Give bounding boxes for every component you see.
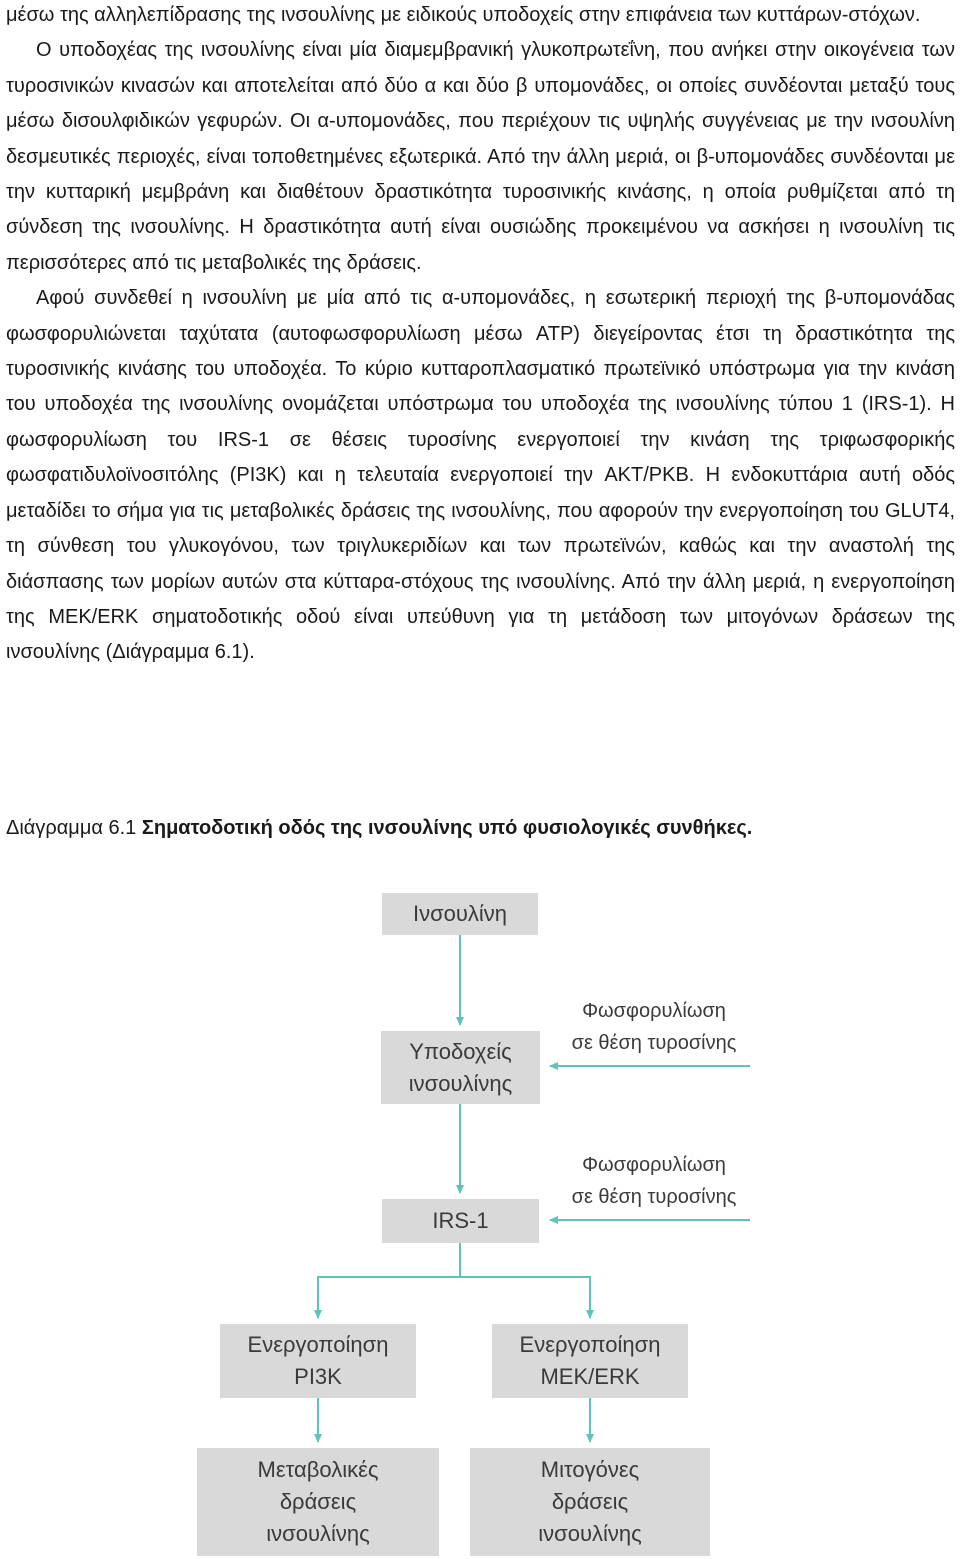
caption-label: Διάγραμμα 6.1 (6, 817, 142, 839)
caption-title: Σηματοδοτική οδός της ινσουλίνης υπό φυσιολογικές συνθήκες. (141, 817, 753, 839)
paragraph-3: Αφού συνδεθεί η ινσουλίνη με μία από τις α-υπομονάδες, η εσωτερική περιοχή της β-υπομονάδας φωσφορυλιώνεται ταχύτατα (αυτοφωσφορυλίωση μέσω ATP) διεγείροντας έτσι τη δραστικότητα της τυροσινικής κινάσης του υποδοχέα. Το κύριο κυτταροπλασματικό πρωτεϊνικό υπόστρωμα για την κινάση του υποδοχέα της ινσουλίνης ονομάζεται υπόστρωμα του υποδοχέα της ινσουλίνης τύπου 1 (IRS-1). Η φωσφορυλίωση του IRS-1 σε θέσεις τυροσίνης ενεργοποιεί την κινάση της τριφωσφορικής φωσφατιδυλοϊνοσιτόλης (PI3K) και η τελευταία ενεργοποιεί την AKT/PKB. Η ενδοκυττάρια αυτή οδός μεταδίδει το σήμα για τις μεταβολικές δράσεις της ινσουλίνης, που αφορούν την ενεργοποίηση του GLUT4, τη σύνθεση του γλυκογόνου, των τριγλυκεριδίων και των πρωτεϊνών, καθώς και την αναστολή της διάσπασης των μορίων αυτών στα κύτταρα-στόχους της ινσουλίνης. Από την άλλη μεριά, η ενεργοποίηση της MEK/ERK σηματοδοτικής οδού είναι υπεύθυνη για τη μετάδοση των μιτογόνων δράσεων της ινσουλίνης (Διάγραμμα 6.1). (6, 287, 955, 664)
document-body (6, 0, 955, 671)
node-irs1: IRS-1 (382, 1199, 539, 1243)
paragraph-2: Ο υποδοχέας της ινσουλίνης είναι μία διαμεμβρανική γλυκοπρωτεΐνη, που ανήκει στην οικογένεια των τυροσινικών κινασών και αποτελείται από δύο α και δύο β υπομονάδες, οι οποίες συνδέονται μεταξύ τους μέσω δισουλφιδικών γεφυρών. Οι α-υπομονάδες, που περιέχουν τις υψηλής συγγένειας με την ινσουλίνη δεσμευτικές περιοχές, είναι τοποθετημένες εξωτερικά. Από την άλλη μεριά, οι β-υπομονάδες συνδέονται με την κυτταρική μεμβράνη και διαθέτουν δραστικότητα τυροσινικής κινάσης, η οποία ρυθμίζεται από τη σύνδεση της ινσουλίνης. Η δραστικότητα αυτή είναι ουσιώδης προκειμένου να ασκήσει η ινσουλίνη τις περισσότερες από τις μεταβολικές της δράσεις. (6, 39, 955, 274)
note-phosphorylation-receptor: Φωσφορυλίωση σε θέση τυροσίνης (571, 1000, 737, 1054)
node-receptors: Υποδοχείς ινσουλίνης (381, 1031, 540, 1104)
note-phosphorylation-irs1: Φωσφορυλίωση σε θέση τυροσίνης (571, 1154, 737, 1208)
figure-caption (6, 811, 752, 846)
paragraph-1: μέσω της αλληλεπίδρασης της ινσουλίνης με ειδικούς υποδοχείς στην επιφάνεια των κυττάρων-στόχων. (6, 4, 921, 26)
node-mekerk: Ενεργοποίηση MEK/ERK (492, 1324, 688, 1398)
connector-irs1-branch-right (460, 1277, 590, 1318)
node-pi3k: Ενεργοποίηση PI3K (220, 1324, 416, 1398)
node-metabolic: Μεταβολικές δράσεις ινσουλίνης (197, 1448, 439, 1556)
connector-irs1-branch (318, 1243, 460, 1318)
node-mitogenic: Μιτογόνες δράσεις ινσουλίνης (470, 1448, 710, 1556)
node-insulin: Ινσουλίνη (382, 893, 538, 935)
